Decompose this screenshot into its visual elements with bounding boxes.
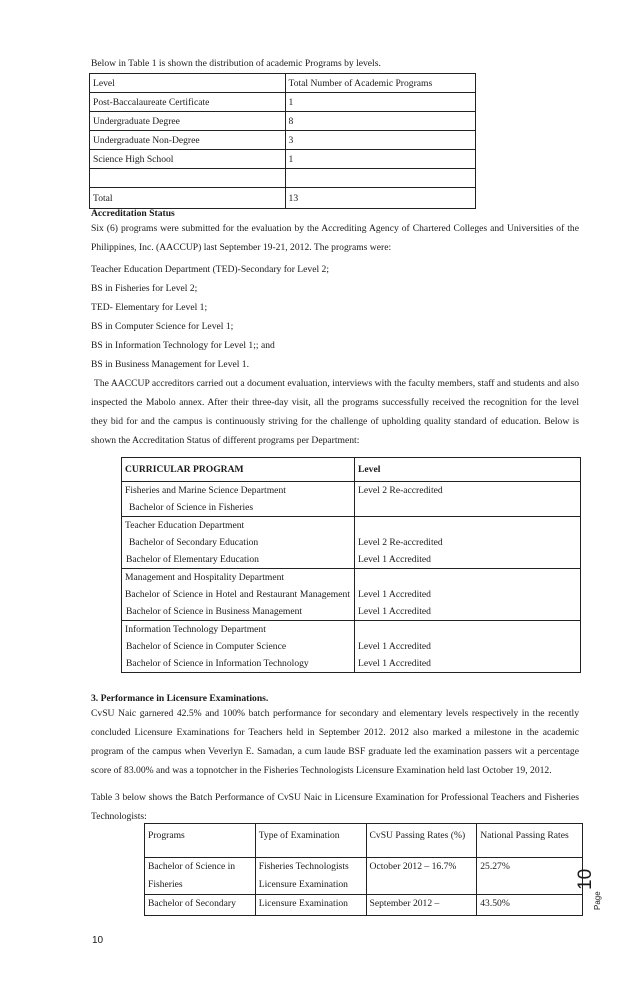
table-cell: Total	[90, 188, 286, 209]
level-value: Level 2 Re-accredited	[357, 537, 443, 548]
list-item: BS in Fisheries for Level 2;	[91, 283, 198, 294]
table-row	[122, 482, 581, 517]
licensure-performance-table	[144, 823, 583, 916]
table1-intro: Below in Table 1 is shown the distribution of academic Programs by levels.	[91, 58, 381, 69]
table-cell: 1	[285, 93, 475, 112]
accreditation-status-table	[121, 457, 581, 673]
table-cell	[354, 569, 580, 621]
table-cell	[90, 169, 286, 188]
table-row	[90, 93, 476, 112]
table-header-cell: Programs	[145, 824, 256, 858]
level-value: Level 1 Accredited	[357, 554, 431, 565]
department-name: Teacher Education Department	[125, 520, 245, 531]
table-cell	[354, 517, 580, 569]
table-row	[122, 517, 581, 569]
table-cell: September 2012 –	[366, 895, 477, 916]
table-cell	[122, 517, 355, 569]
page-number: 10	[575, 868, 596, 890]
program-name: Bachelor of Secondary Education	[129, 537, 259, 548]
licensure-paragraph: CvSU Naic garnered 42.5% and 100% batch performance for secondary and elementary levels respectively in the recently concluded Licensure Examinations for Teachers held in September 2012. 2012 also marked a milestone in the academic program of the campus when Veverlyn E. Samadan, a cum laude BSF graduate led the examination passers wit a percentage score of 83.00% and was a topnotcher in the Fisheries Technologists Licensure Examination held last October 19, 2012.	[91, 708, 579, 776]
table-header-row	[122, 458, 581, 482]
list-item: BS in Information Technology for Level 1;; and	[91, 340, 275, 351]
table-cell: October 2012 – 16.7%	[366, 858, 477, 895]
table-cell: 8	[285, 112, 475, 131]
table-cell: Undergraduate Non-Degree	[90, 131, 286, 150]
table-header-row	[145, 824, 583, 858]
table-cell: Bachelor of Science in Fisheries	[145, 858, 256, 895]
table-row	[90, 112, 476, 131]
table-cell: 43.50%	[477, 895, 583, 916]
table-cell	[354, 621, 580, 673]
list-item: BS in Computer Science for Level 1;	[91, 321, 234, 332]
table-cell: 3	[285, 131, 475, 150]
accreditation-paragraph: Six (6) programs were submitted for the evaluation by the Accrediting Agency of Chartered Colleges and Universities of the Philippines, Inc. (AACCUP) last September 19-21, 2012. The programs were:	[91, 223, 579, 253]
table-cell: 25.27%	[477, 858, 583, 895]
accreditation-paragraph-2: The AACCUP accreditors carried out a document evaluation, interviews with the faculty members, staff and students and also inspected the Mabolo annex. After their three-day visit, all the programs successfully received the recognition for the level they bid for and the campus is continuously striving for the challenge of upholding quality standard of education. Below is shown the Accreditation Status of different programs per Department:	[91, 378, 579, 446]
footer-page-number: 10	[92, 935, 104, 946]
programs-by-level-table	[89, 73, 476, 209]
licensure-paragraph-2: Table 3 below shows the Batch Performance of CvSU Naic in Licensure Examination for Professional Teachers and Fisheries Technologists:	[91, 792, 579, 822]
program-name: Bachelor of Science in Information Technology	[126, 658, 309, 669]
licensure-heading: 3. Performance in Licensure Examinations.	[91, 693, 269, 704]
list-item: BS in Business Management for Level 1.	[91, 359, 250, 370]
table-header-cell: Type of Examination	[255, 824, 366, 858]
department-name: Management and Hospitality Department	[125, 572, 285, 583]
table-header-cell: CvSU Passing Rates (%)	[366, 824, 477, 858]
table-cell: Licensure Examination	[255, 895, 366, 916]
table-row	[145, 858, 583, 895]
table-cell: 1	[285, 150, 475, 169]
level-value: Level 1 Accredited	[357, 641, 431, 652]
table-cell	[354, 482, 580, 517]
table-cell: Fisheries Technologists Licensure Examination	[255, 858, 366, 895]
table-cell: Undergraduate Degree	[90, 112, 286, 131]
table-cell: 13	[285, 188, 475, 209]
program-name: Bachelor of Science in Computer Science	[126, 641, 287, 652]
department-name: Information Technology Department	[125, 624, 266, 635]
table-cell: Post-Baccalaureate Certificate	[90, 93, 286, 112]
accreditation-heading: Accreditation Status	[91, 208, 175, 219]
table-row	[90, 131, 476, 150]
program-name: Bachelor of Science in Fisheries	[129, 502, 254, 513]
table-cell: Science High School	[90, 150, 286, 169]
program-name: Bachelor of Elementary Education	[126, 554, 259, 565]
program-name: Bachelor of Science in Hotel and Restaurant Management	[125, 589, 350, 600]
program-name: Bachelor of Science in Business Management	[126, 606, 303, 617]
table-header-row	[90, 74, 476, 93]
table-header-cell: Level	[90, 74, 286, 93]
page-label: Page	[593, 891, 602, 910]
table-cell	[285, 169, 475, 188]
table-cell	[122, 569, 355, 621]
table-row	[90, 150, 476, 169]
table-cell	[122, 482, 355, 517]
level-value: Level 1 Accredited	[357, 606, 431, 617]
table-header-cell: Total Number of Academic Programs	[285, 74, 475, 93]
table-row	[122, 569, 581, 621]
table-header-cell: Level	[354, 458, 580, 482]
level-value: Level 2 Re-accredited	[357, 485, 443, 496]
table-row	[90, 169, 476, 188]
level-value: Level 1 Accredited	[357, 658, 431, 669]
table-cell	[122, 621, 355, 673]
table-row	[145, 895, 583, 916]
level-value: Level 1 Accredited	[357, 589, 431, 600]
list-item: Teacher Education Department (TED)-Secondary for Level 2;	[91, 264, 329, 275]
table-cell: Bachelor of Secondary	[145, 895, 256, 916]
table-header-cell: CURRICULAR PROGRAM	[122, 458, 355, 482]
list-item: TED- Elementary for Level 1;	[91, 302, 208, 313]
table-header-cell: National Passing Rates	[477, 824, 583, 858]
department-name: Fisheries and Marine Science Department	[125, 485, 286, 496]
table-row	[122, 621, 581, 673]
table-row-total	[90, 188, 476, 209]
